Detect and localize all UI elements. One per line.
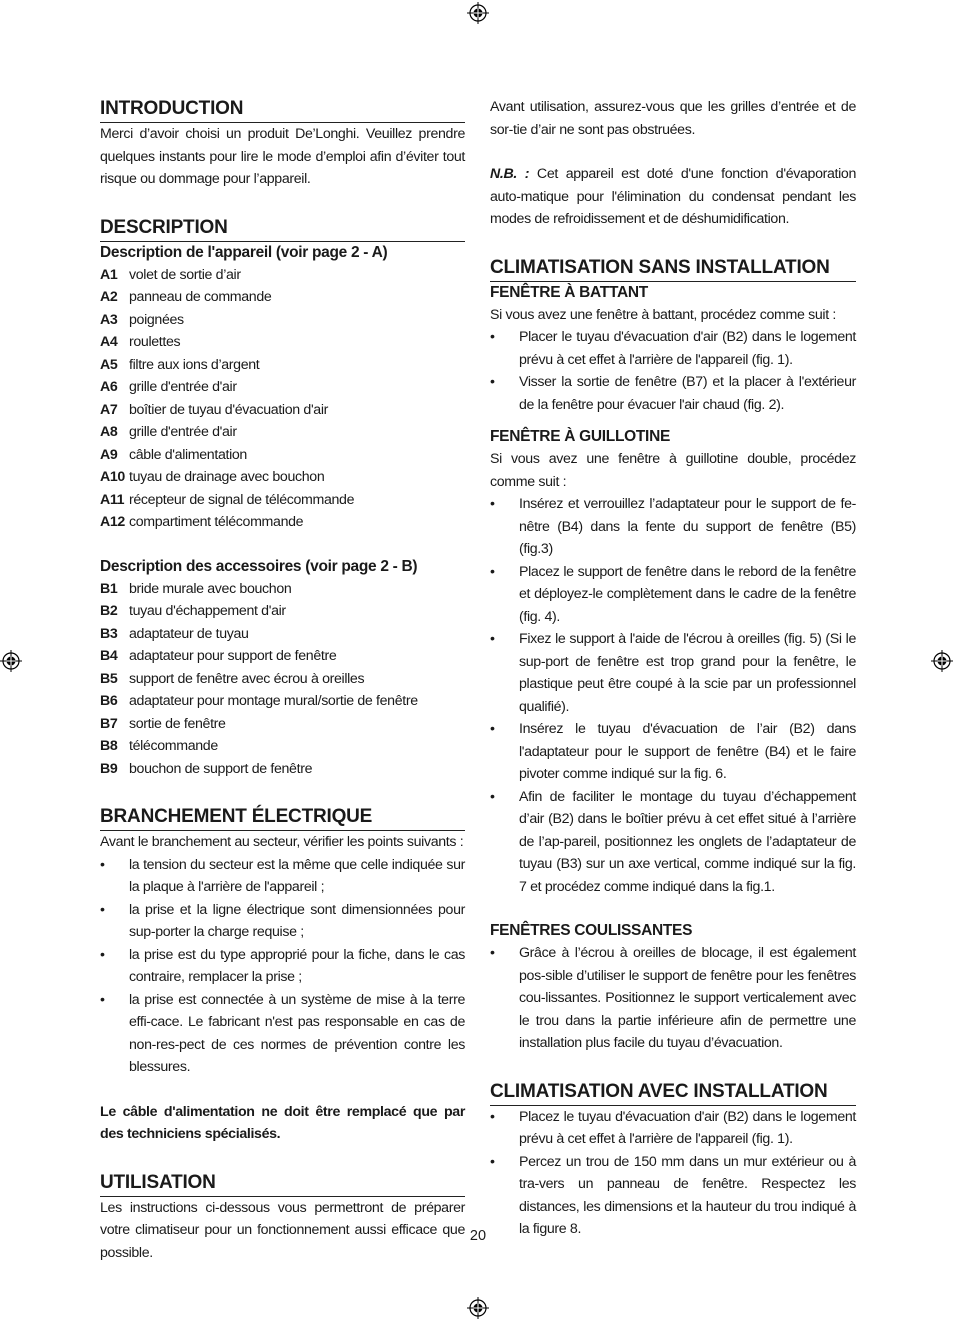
list-item: B8 télécommande [100, 738, 218, 754]
accessories-list [100, 578, 465, 781]
page-number: 20 [469, 1228, 487, 1244]
list-item: B9 bouchon de support de fenêtre [100, 760, 313, 777]
list-item: B3 adaptateur de tuyau [100, 625, 249, 642]
nb-label: N.B. : [490, 166, 530, 182]
introduction-text: Merci d’avoir choisi un produit De’Longhi. Veuillez prendre quelques instants pour lire le mode d’emploi afin d’éviter tout risque ou dommage pour l’appareil. [100, 126, 465, 187]
list-item: • Insérez le tuyau d'évacuation de l’air (B2) dans l'adaptateur pour le support de fenêtre (B4) et le faire pivoter comme indiqué sur la fig. 6. [490, 721, 856, 782]
list-item: B4 adaptateur pour support de fenêtre [100, 648, 337, 664]
registration-mark-bottom-icon [467, 1297, 489, 1319]
list-item: B1 bride murale avec bouchon [100, 580, 292, 597]
sliding-heading: FENÊTRES COULISSANTES [490, 922, 693, 939]
list-item: A4 roulettes [100, 334, 181, 350]
electrical-title: BRANCHEMENT ÉLECTRIQUE [100, 804, 465, 831]
with-install-title: CLIMATISATION AVEC INSTALLATION [490, 1079, 856, 1106]
power-cable-warning: Le câble d'alimentation ne doit être remplacé que par des techniciens spécialisés. [100, 1103, 465, 1142]
list-item: A8 grille d'entrée d'air [100, 424, 237, 440]
list-item: • Afin de faciliter le montage du tuyau d’échappement d’air (B2) dans le boîtier prévu à cet effet situé à l’arrière de l’ap-pareil, positionnez les onglets de l’adaptateur de tuyau (B3) sur un axe vertical, comme indiqué sur la fig. 7 et procédez comme indiqué dans la fig.1. [490, 788, 856, 895]
nb-note [490, 163, 856, 231]
nb-text: Cet appareil est doté d'une fonction d'évaporation auto-matique pour l'élimination du condensat pendant les modes de refroidissement et de déshumidification. [490, 166, 856, 227]
usage-continued-text: Avant utilisation, assurez-vous que les grilles d’entrée et de sor-tie d’air ne sont pas obstruées. [490, 99, 856, 138]
usage-text: Les instructions ci-dessous vous permettront de préparer votre climatiseur pour un fonctionnement aussi efficace que possible. [100, 1199, 465, 1261]
list-item: A12 compartiment télécommande [100, 514, 304, 530]
no-install-section [490, 255, 856, 1055]
list-item: B2 tuyau d'échappement d'air [100, 603, 286, 619]
list-item: A10 tuyau de drainage avec bouchon [100, 469, 325, 485]
casement-intro: Si vous avez une fenêtre à battant, procédez comme suit : [490, 306, 836, 323]
casement-heading: FENÊTRE À BATTANT [490, 283, 648, 301]
list-item: B5 support de fenêtre avec écrou à oreilles [100, 670, 365, 687]
list-item: B7 sortie de fenêtre [100, 715, 226, 732]
accessories-description-heading: Description des accessoires (voir page 2 - B) [100, 557, 418, 575]
registration-mark-left-icon [0, 650, 22, 672]
sash-heading: FENÊTRE À GUILLOTINE [490, 428, 671, 445]
no-install-title: CLIMATISATION SANS INSTALLATION [490, 255, 856, 282]
list-item: • Placez le support de fenêtre dans le rebord de la fenêtre et déployez-le complètement dans le cadre de la fenêtre (fig. 4). [490, 563, 856, 625]
list-item: • Percez un trou de 150 mm dans un mur extérieur ou à tra-vers un panneau de fenêtre. Respectez les distances, les dimensions et la hauteur du trou indiqué à la figure 8. [490, 1153, 856, 1237]
electrical-intro: Avant le branchement au secteur, vérifier les points suivants : [100, 834, 464, 850]
with-install-section [490, 1079, 856, 1241]
list-item: • la prise est connectée à un système de mise à la terre effi-cace. Le fabricant n'est pas responsable en cas de non-res-pect de ces normes de prévention contre les blessures. [100, 991, 465, 1075]
list-item: A7 boîtier de tuyau d'évacuation d'air [100, 401, 329, 418]
with-install-steps [490, 1106, 856, 1241]
registration-mark-right-icon [931, 650, 953, 672]
list-item: B6 adaptateur pour montage mural/sortie de fenêtre [100, 693, 418, 709]
left-column [100, 96, 465, 1264]
list-item: • Placez le tuyau d'évacuation d'air (B2) dans le logement prévu à cet effet à l'arrière de l'appareil (fig. 1). [490, 1108, 856, 1147]
list-item: A1 volet de sortie d’air [100, 266, 241, 283]
list-item: • Grâce à l’écrou à oreilles de blocage, il est également pos-sible d’utiliser le support de fenêtre pour les fenêtres cou-lissantes. Positionnez le support verticalement avec le trou dans la partie inférieure afin de permettre une installation plus facile du tuyau d’évacuation. [490, 945, 856, 1051]
list-item: • Insérez et verrouillez l’adaptateur pour le support de fe-nêtre (B4) dans la fente du support de fenêtre (B5) (fig.3) [490, 496, 856, 557]
list-item: • la tension du secteur est la même que celle indiquée sur la plaque à l'arrière de l'appareil ; [100, 856, 465, 895]
list-item: A11 récepteur de signal de télécommande [100, 491, 355, 508]
appliance-description-heading: Description de l'appareil (voir page 2 - A) [100, 243, 388, 261]
right-column [490, 96, 856, 1241]
list-item: • Placer le tuyau d'évacuation d'air (B2) dans le logement prévu à cet effet à l'arrière de l'appareil (fig. 1). [490, 329, 856, 368]
sash-intro: Si vous avez une fenêtre à guillotine double, procédez comme suit : [490, 451, 856, 490]
casement-steps [490, 326, 856, 416]
electrical-checklist [100, 854, 465, 1079]
usage-title: UTILISATION [100, 1170, 465, 1197]
list-item: • la prise est du type approprié pour la fiche, dans le cas contraire, remplacer la prise ; [100, 946, 465, 985]
list-item: • Fixez le support à l'aide de l'écrou à oreilles (fig. 5) (Si le sup-port de fenêtre est trop grand pour la fenêtre, le plastique peut être coupé à la scie par un professionnel qualifié). [490, 631, 856, 715]
appliance-parts-list [100, 264, 465, 534]
list-item: A3 poignées [100, 311, 184, 328]
list-item: A5 filtre aux ions d’argent [100, 356, 260, 373]
registration-mark-top-icon [467, 2, 489, 24]
list-item: • la prise et la ligne électrique sont dimensionnées pour sup-porter la charge requise ; [100, 901, 465, 940]
introduction-title: INTRODUCTION [100, 96, 465, 123]
electrical-section [100, 804, 465, 1146]
list-item: • Visser la sortie de fenêtre (B7) et la placer à l'extérieur de la fenêtre pour évacuer l'air chaud (fig. 2). [490, 374, 856, 413]
list-item: A6 grille d'entrée d'air [100, 379, 237, 395]
sash-steps [490, 493, 856, 898]
introduction-section [100, 96, 465, 191]
description-section [100, 215, 465, 781]
usage-section [100, 1170, 465, 1265]
list-item: A9 câble d'alimentation [100, 446, 247, 463]
sliding-steps [490, 942, 856, 1055]
description-title: DESCRIPTION [100, 215, 465, 242]
list-item: A2 panneau de commande [100, 289, 272, 305]
